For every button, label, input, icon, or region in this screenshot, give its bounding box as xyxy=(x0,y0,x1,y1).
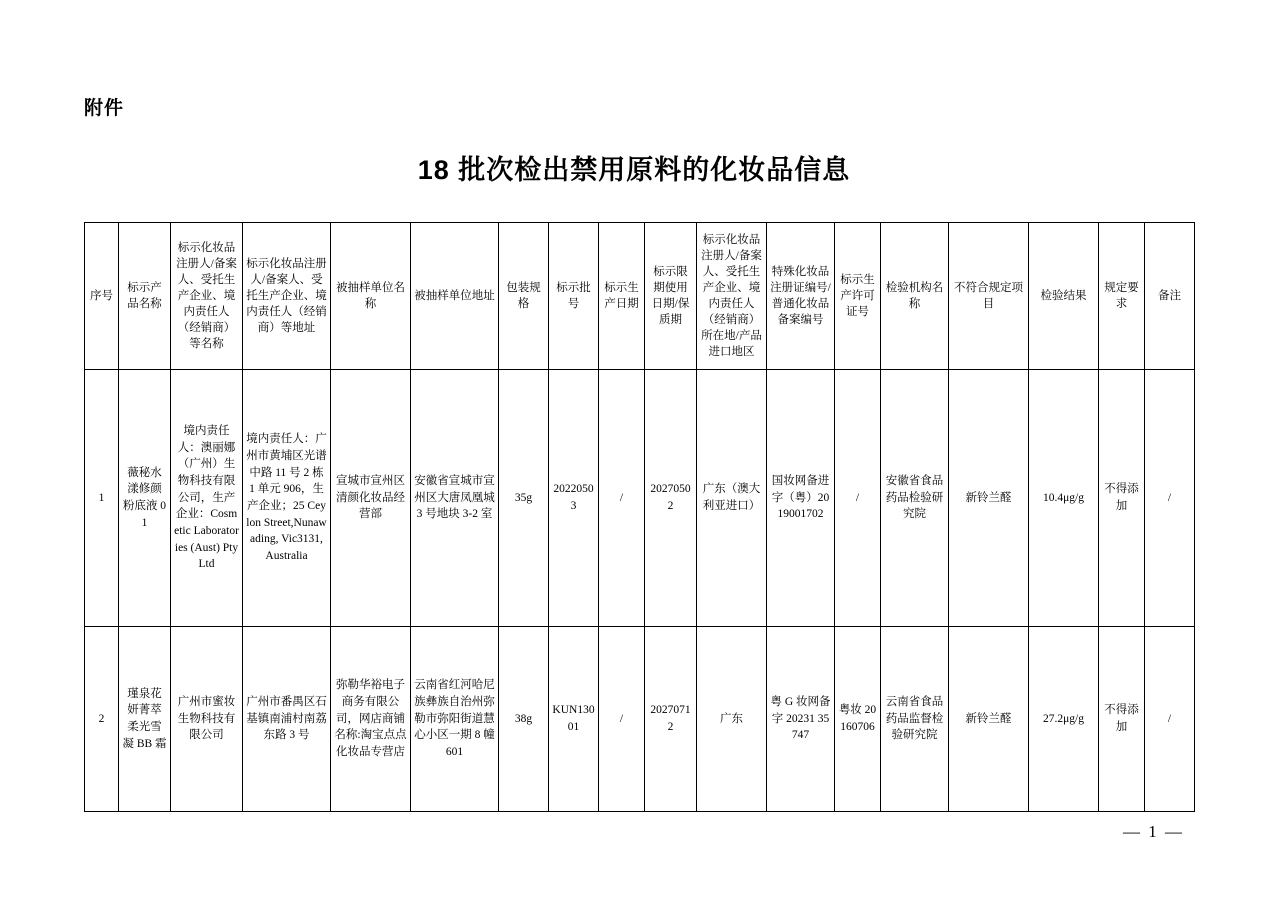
cell-expiry-date: 20270712 xyxy=(645,627,697,812)
col-header-production-license: 标示生产许可证号 xyxy=(835,223,881,370)
col-header-noncompliant-item: 不符合规定项目 xyxy=(949,223,1029,370)
cell-product-name: 薇秘水漾修颜粉底液 01 xyxy=(119,370,171,627)
cell-requirement: 不得添加 xyxy=(1099,370,1145,627)
cell-package-spec: 35g xyxy=(499,370,549,627)
page-number-footer: — 1 — xyxy=(1123,822,1184,841)
col-header-sampled-unit-address: 被抽样单位地址 xyxy=(411,223,499,370)
table-header-row xyxy=(85,223,1195,370)
cell-record-number: 国妆网备进字（粤）2019001702 xyxy=(767,370,835,627)
cell-remarks: / xyxy=(1145,627,1195,812)
col-header-sampled-unit-name: 被抽样单位名称 xyxy=(331,223,411,370)
cell-sampled-unit-address: 云南省红河哈尼族彝族自治州弥勒市弥阳街道慧心小区一期 8 幢 601 xyxy=(411,627,499,812)
cell-record-number: 粤 G 妆网备字 20231 35747 xyxy=(767,627,835,812)
table-row xyxy=(85,370,1195,627)
cosmetics-info-table xyxy=(84,222,1195,812)
cell-requirement: 不得添加 xyxy=(1099,627,1145,812)
col-header-batch-number: 标示批号 xyxy=(549,223,599,370)
cell-registrant-address: 广州市番禺区石基镇南浦村南荔东路 3 号 xyxy=(243,627,331,812)
cell-inspection-agency: 云南省食品药品监督检验研究院 xyxy=(881,627,949,812)
col-header-record-number: 特殊化妆品注册证编号/普通化妆品备案编号 xyxy=(767,223,835,370)
cell-batch-number: KUN13001 xyxy=(549,627,599,812)
cell-registrant-name: 广州市蜜妆生物科技有限公司 xyxy=(171,627,243,812)
cell-region: 广东 xyxy=(697,627,767,812)
cell-sampled-unit-address: 安徽省宣城市宣州区大唐凤凰城 3 号地块 3-2 室 xyxy=(411,370,499,627)
col-header-registrant-address: 标示化妆品注册人/备案人、受托生产企业、境内责任人（经销商）等地址 xyxy=(243,223,331,370)
cell-inspection-agency: 安徽省食品药品检验研究院 xyxy=(881,370,949,627)
col-header-package-spec: 包装规格 xyxy=(499,223,549,370)
cell-index: 1 xyxy=(85,370,119,627)
cell-index: 2 xyxy=(85,627,119,812)
col-header-inspection-result: 检验结果 xyxy=(1029,223,1099,370)
cell-production-date: / xyxy=(599,627,645,812)
col-header-remarks: 备注 xyxy=(1145,223,1195,370)
cell-sampled-unit-name: 宣城市宣州区清颜化妆品经营部 xyxy=(331,370,411,627)
cell-registrant-name: 境内责任人：澳丽娜（广州）生物科技有限公司，生产企业：Cosmetic Laboratories (Aust) Pty Ltd xyxy=(171,370,243,627)
col-header-registrant-name: 标示化妆品注册人/备案人、受托生产企业、境内责任人（经销商）等名称 xyxy=(171,223,243,370)
cell-package-spec: 38g xyxy=(499,627,549,812)
col-header-region: 标示化妆品注册人/备案人、受托生产企业、境内责任人（经销商）所在地/产品进口地区 xyxy=(697,223,767,370)
cell-region: 广东（澳大利亚进口） xyxy=(697,370,767,627)
col-header-product-name: 标示产品名称 xyxy=(119,223,171,370)
cell-batch-number: 20220503 xyxy=(549,370,599,627)
cell-noncompliant-item: 新铃兰醛 xyxy=(949,627,1029,812)
cell-remarks: / xyxy=(1145,370,1195,627)
col-header-inspection-agency: 检验机构名称 xyxy=(881,223,949,370)
col-header-production-date: 标示生产日期 xyxy=(599,223,645,370)
col-header-expiry-date: 标示限期使用日期/保质期 xyxy=(645,223,697,370)
cell-sampled-unit-name: 弥勒华裕电子商务有限公司，网店商铺名称:淘宝点点化妆品专营店 xyxy=(331,627,411,812)
col-header-requirement: 规定要求 xyxy=(1099,223,1145,370)
cell-noncompliant-item: 新铃兰醛 xyxy=(949,370,1029,627)
cell-inspection-result: 27.2μg/g xyxy=(1029,627,1099,812)
cell-product-name: 瑾泉花妍菁萃柔光雪凝 BB 霜 xyxy=(119,627,171,812)
cell-production-license: / xyxy=(835,370,881,627)
cell-expiry-date: 20270502 xyxy=(645,370,697,627)
attachment-label: 附件 xyxy=(84,98,125,119)
col-header-index: 序号 xyxy=(85,223,119,370)
cell-production-date: / xyxy=(599,370,645,627)
cell-registrant-address: 境内责任人：广州市黄埔区光谱中路 11 号 2 栋 1 单元 906，生产企业；25 Ceylon Street,Nunawading, Vic3131,Australia xyxy=(243,370,331,627)
cell-production-license: 粤妆 20160706 xyxy=(835,627,881,812)
page-title: 18 批次检出禁用原料的化妆品信息 xyxy=(417,155,851,185)
table-row xyxy=(85,627,1195,812)
cosmetics-table-container xyxy=(84,222,1184,812)
cell-inspection-result: 10.4μg/g xyxy=(1029,370,1099,627)
